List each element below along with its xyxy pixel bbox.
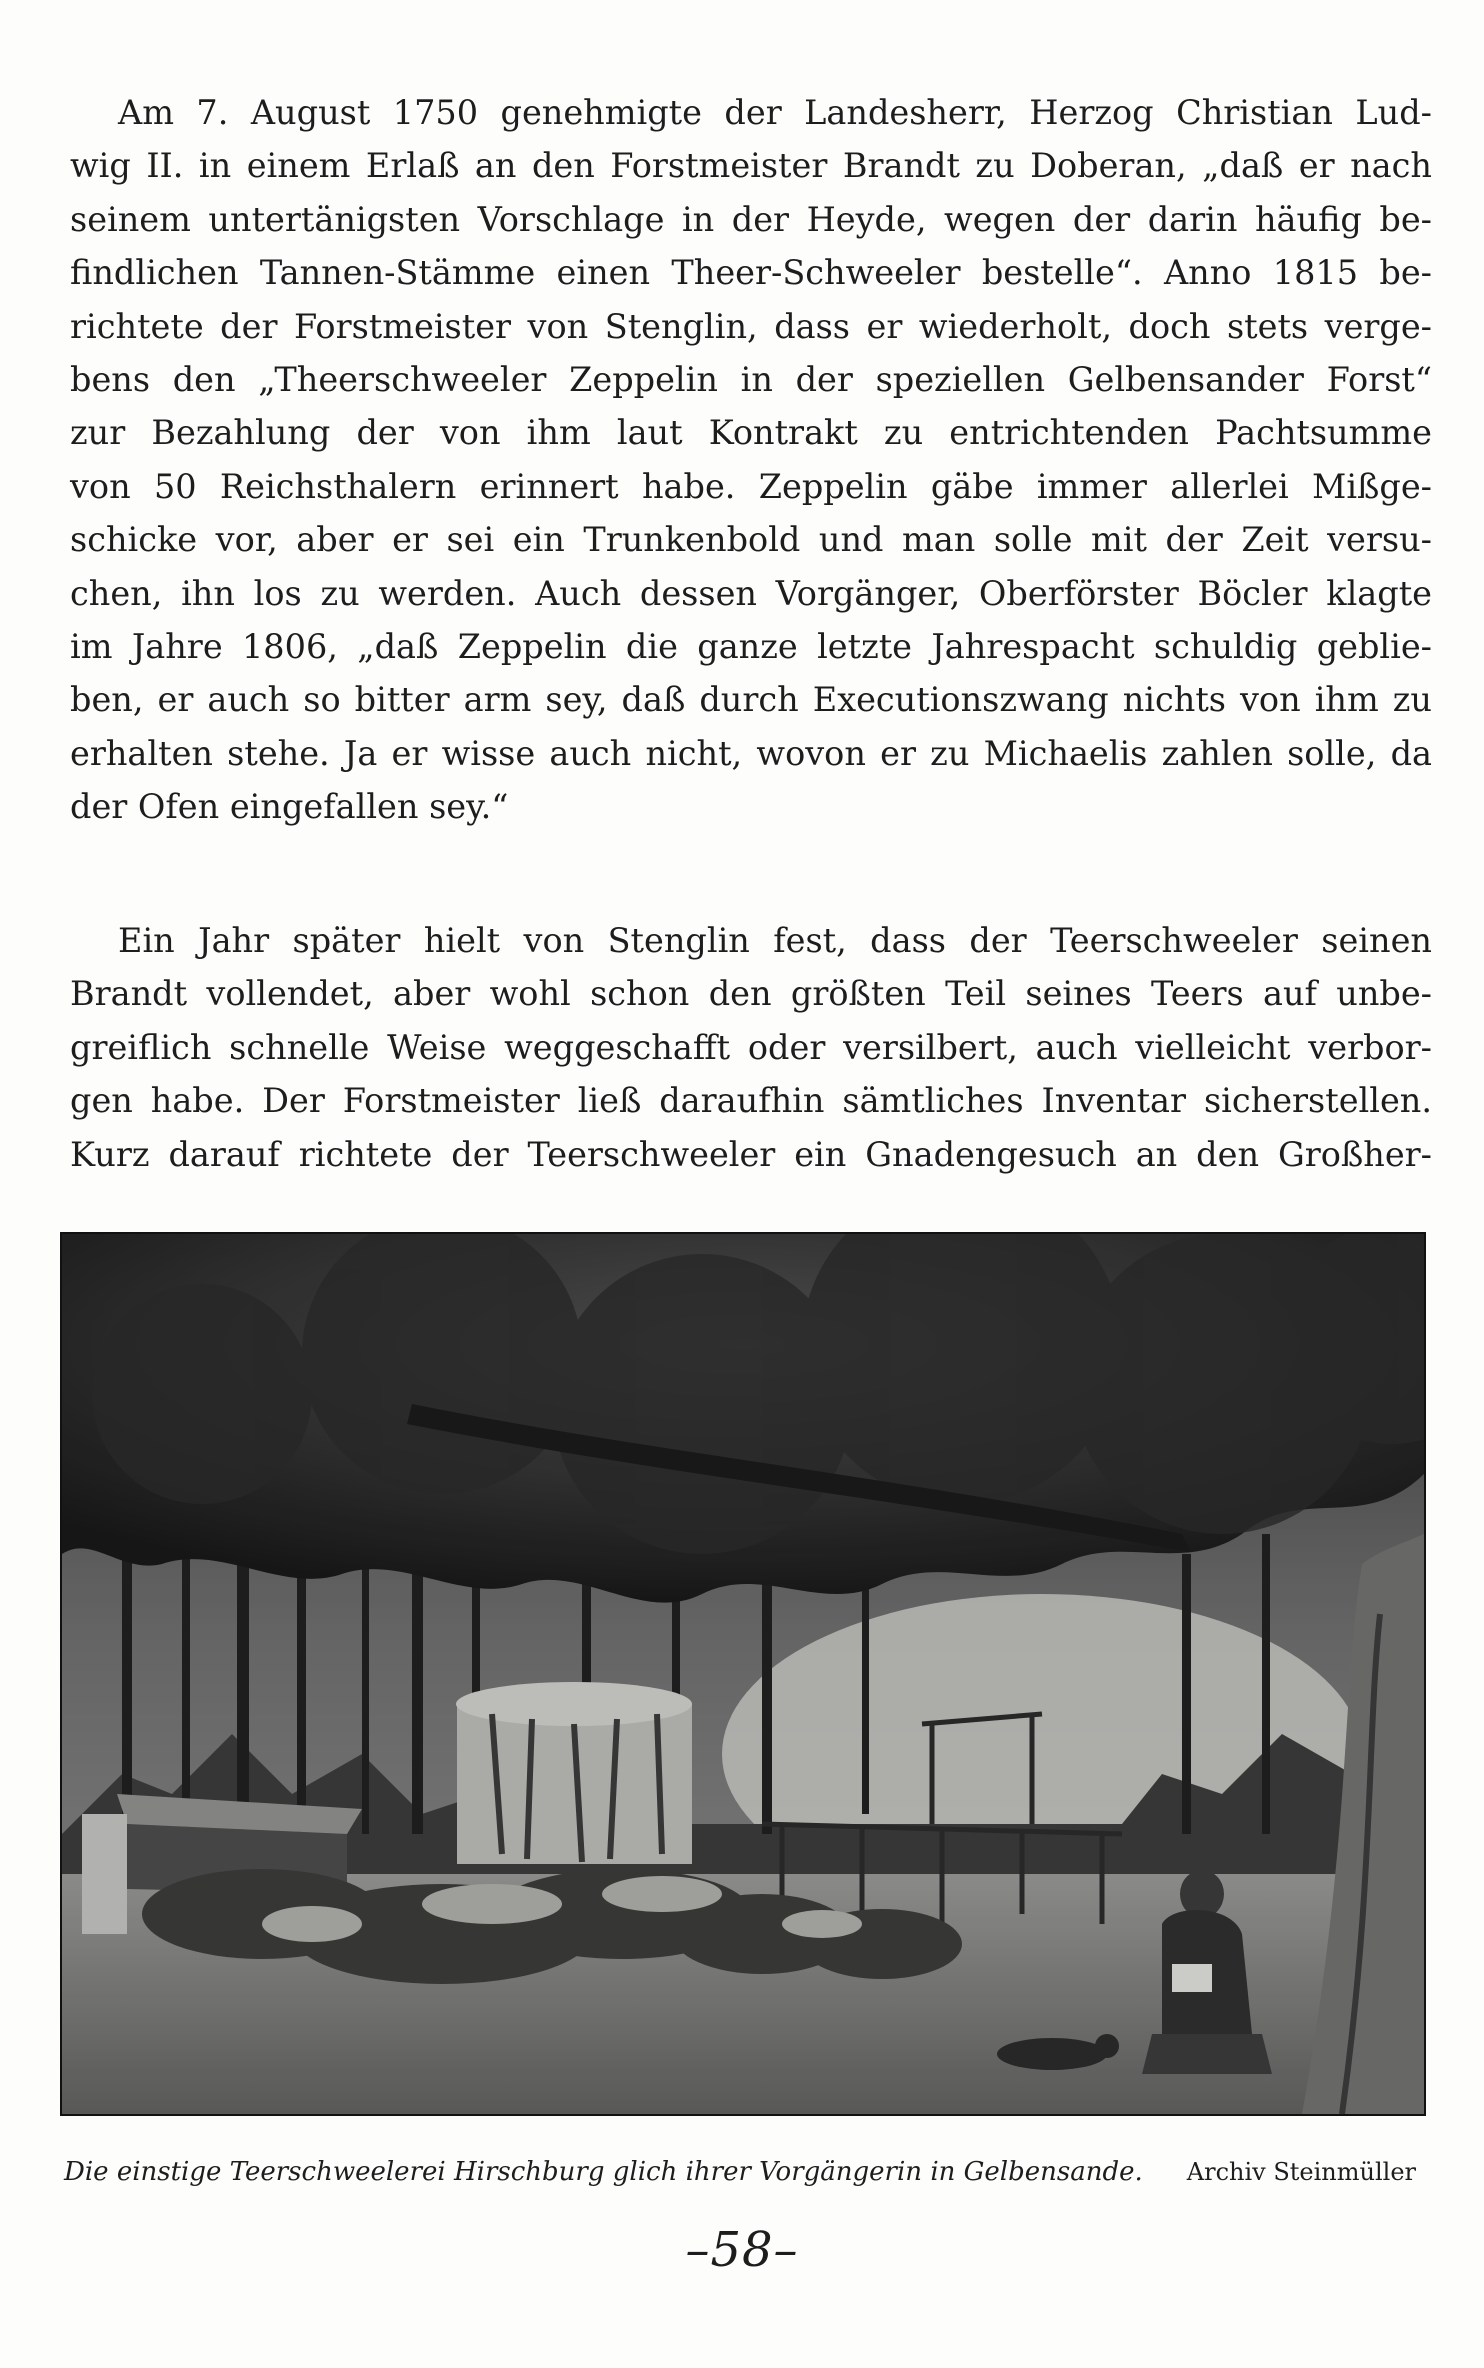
text-line: erhalten stehe. Ja er wisse auch nicht, wovon er zu Michaelis zahlen solle, da	[70, 733, 1432, 773]
caption-text: Die einstige Teerschweelerei Hirschburg glich ihrer Vorgängerin in Gelbensande.	[64, 2157, 1143, 2187]
text-line: wig II. in einem Erlaß an den Forstmeister Brandt zu Doberan, „daß er nach	[70, 146, 1432, 186]
text-line: chen, ihn los zu werden. Auch dessen Vorgänger, Oberförster Böcler klagte	[70, 573, 1432, 613]
photo-illustration	[62, 1234, 1424, 2114]
text-line: bens den „Theerschweeler Zeppelin in der speziellen Gelbensander Forst“	[70, 359, 1432, 399]
text-line: von 50 Reichsthalern erinnert habe. Zeppelin gäbe immer allerlei Mißge-	[70, 466, 1432, 506]
text-line: schicke vor, aber er sei ein Trunkenbold und man solle mit der Zeit versu-	[70, 520, 1432, 560]
text-line: Brandt vollendet, aber wohl schon den größten Teil seines Teers auf unbe-	[70, 974, 1432, 1014]
text-line: zur Bezahlung der von ihm laut Kontrakt zu entrichtenden Pachtsumme	[70, 413, 1432, 453]
text-line: seinem untertänigsten Vorschlage in der Heyde, wegen der darin häufig be-	[70, 199, 1432, 239]
paragraph-1	[70, 86, 1432, 833]
text-line: Kurz darauf richtete der Teerschweeler ein Gnadengesuch an den Großher-	[70, 1134, 1432, 1174]
text-line: findlichen Tannen-Stämme einen Theer-Schweeler bestelle“. Anno 1815 be-	[70, 253, 1432, 293]
text-line: Am 7. August 1750 genehmigte der Landesherr, Herzog Christian Lud-	[118, 93, 1432, 132]
historical-photo	[62, 1234, 1424, 2114]
text-line: im Jahre 1806, „daß Zeppelin die ganze letzte Jahrespacht schuldig geblie-	[70, 626, 1432, 666]
text-line: greiflich schnelle Weise weggeschafft oder versilbert, auch vielleicht verbor-	[70, 1027, 1432, 1067]
text-line: Ein Jahr später hielt von Stenglin fest, dass der Teerschweeler seinen	[118, 921, 1432, 960]
paragraph-2	[70, 914, 1432, 1181]
text-line: der Ofen eingefallen sey.“	[70, 787, 509, 827]
text-line: richtete der Forstmeister von Stenglin, dass er wiederholt, doch stets verge-	[70, 306, 1432, 346]
text-line: ben, er auch so bitter arm sey, daß durch Executionszwang nichts von ihm zu	[70, 680, 1432, 720]
page-number: –58–	[685, 2222, 799, 2278]
photo-credit: Archiv Steinmüller	[1186, 2158, 1416, 2186]
text-line: gen habe. Der Forstmeister ließ daraufhin sämtliches Inventar sicherstellen.	[70, 1081, 1432, 1121]
